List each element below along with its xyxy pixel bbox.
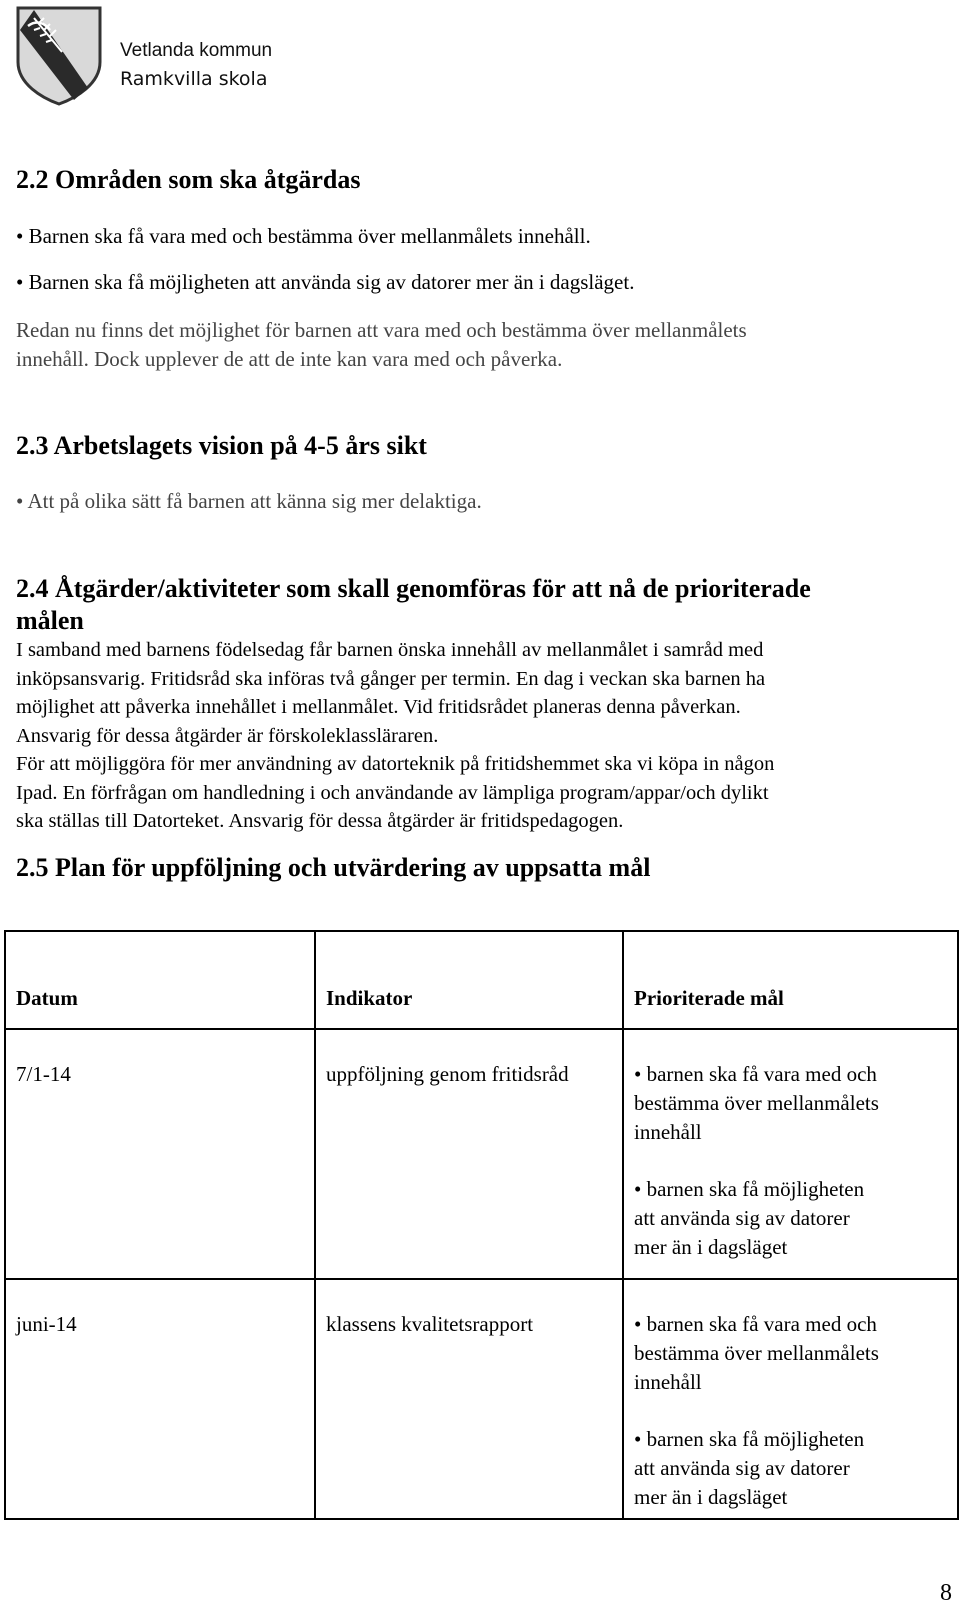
page-number: 8: [940, 1580, 952, 1606]
paragraph-line: Redan nu finns det möjlighet för barnen att vara med och bestämma över mellanmålets: [16, 318, 747, 342]
goal-line: bestämma över mellanmålets: [634, 1091, 879, 1115]
table-cell: [623, 1279, 958, 1519]
goal-line: • barnen ska få möjligheten: [634, 1427, 865, 1451]
goal-line: att använda sig av datorer: [634, 1456, 850, 1480]
table-cell: [623, 1029, 958, 1279]
table-cell: [5, 1029, 315, 1279]
row-goals: [624, 1280, 957, 1512]
row-date: 7/1-14: [16, 1062, 71, 1086]
evaluation-plan-table: [4, 930, 959, 1520]
heading-2-4-line1: 2.4 Åtgärder/aktiviteter som skall genomföras för att nå de prioriterade: [16, 574, 811, 603]
text-line: I samband med barnens födelsedag får barnen önska innehåll av mellanmålet i samråd med: [16, 639, 764, 661]
row-indicator: uppföljning genom fritidsråd: [326, 1062, 569, 1086]
goal-line: • barnen ska få möjligheten: [634, 1177, 865, 1201]
goal-line: innehåll: [634, 1120, 702, 1144]
heading-2-3: 2.3 Arbetslagets vision på 4-5 års sikt: [16, 431, 427, 460]
goal-line: att använda sig av datorer: [634, 1206, 850, 1230]
goal-line: bestämma över mellanmålets: [634, 1341, 879, 1365]
table-header-cell: [623, 931, 958, 1029]
goal-line: mer än i dagsläget: [634, 1485, 788, 1509]
table-header-cell: [5, 931, 315, 1029]
table-cell: [315, 1279, 623, 1519]
text-line: Ipad. En förfrågan om handledning i och användande av lämpliga program/appar/och dylikt: [16, 781, 769, 804]
text-line: Ansvarig för dessa åtgärder är förskoleklassläraren.: [16, 724, 439, 747]
paragraph-line: innehåll. Dock upplever de att de inte kan vara med och påverka.: [16, 347, 563, 371]
heading-2-5: 2.5 Plan för uppföljning och utvärdering av uppsatta mål: [16, 853, 651, 882]
row-goals: [624, 1030, 957, 1262]
goal-line: • barnen ska få vara med och: [634, 1312, 877, 1336]
heading-2-2: 2.2 Områden som ska åtgärdas: [16, 165, 361, 194]
goal-line: • barnen ska få vara med och: [634, 1062, 877, 1086]
text-line: För att möjliggöra för mer användning av datorteknik på fritidshemmet ska vi köpa in någon: [16, 753, 775, 775]
bullet-item: • Att på olika sätt få barnen att känna sig mer delaktiga.: [16, 489, 482, 513]
municipality-coat-of-arms-icon: [14, 4, 104, 106]
actions-paragraph: [16, 636, 946, 836]
goal-line: mer än i dagsläget: [634, 1235, 788, 1259]
heading-2-4-line2: målen: [16, 606, 84, 635]
table-row: [5, 1029, 958, 1279]
table-cell: [5, 1279, 315, 1519]
table-row: [5, 1279, 958, 1519]
text-line: ska ställas till Datorteket. Ansvarig för dessa åtgärder är fritidspedagogen.: [16, 810, 624, 832]
goal-line: innehåll: [634, 1370, 702, 1394]
header-datum: Datum: [16, 986, 78, 1010]
text-line: möjlighet att påverka innehållet i mellanmålet. Vid fritidsrådet planeras denna påverkan.: [16, 696, 741, 718]
row-indicator: klassens kvalitetsrapport: [326, 1312, 534, 1336]
school-name: Ramkvilla skola: [120, 68, 268, 90]
header-indikator: Indikator: [326, 986, 413, 1010]
text-line: inköpsansvarig. Fritidsråd ska införas två gånger per termin. En dag i veckan ska barnen ha: [16, 667, 766, 690]
table-header-cell: [315, 931, 623, 1029]
row-date: juni-14: [16, 1312, 77, 1336]
header-prioriterade-mal: Prioriterade mål: [634, 986, 784, 1010]
municipality-name: Vetlanda kommun: [120, 40, 273, 61]
table-cell: [315, 1029, 623, 1279]
bullet-item: • Barnen ska få möjligheten att använda sig av datorer mer än i dagsläget.: [16, 270, 635, 294]
table-header-row: [5, 931, 958, 1029]
bullet-item: • Barnen ska få vara med och bestämma över mellanmålets innehåll.: [16, 224, 591, 248]
